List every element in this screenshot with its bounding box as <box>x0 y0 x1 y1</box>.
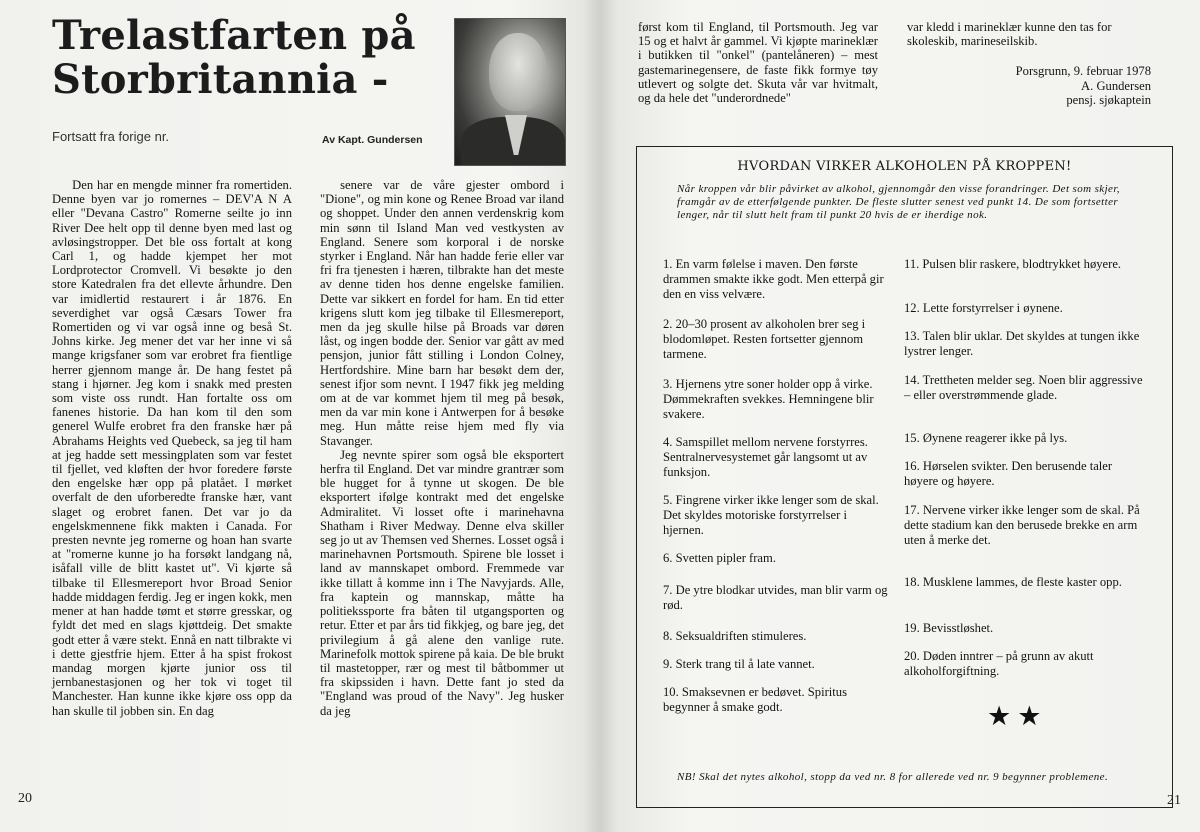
effect-item-5: 5. Fingrene virker ikke lenger som de skal. Det skyldes motoriske forstyrrelser i hjernen. <box>663 493 879 537</box>
article-column-3 <box>638 20 878 105</box>
article-column-2 <box>320 178 564 718</box>
effect-item-19: 19. Bevisstløshet. <box>904 621 994 635</box>
article-column-1 <box>52 178 292 718</box>
column-3-paragraph: først kom til England, til Portsmouth. Jeg var 15 og et halvt år gammel. Vi kjøpte marineklær i butikken til "onkel" (pantelåneren) – mest gastemarinegensere, de faste fikk formye tøy utlevert og solgte det. Skuta vår var hvitmalt, og da hele det "underordnede" <box>638 20 878 106</box>
article-signoff <box>907 20 1151 107</box>
effect-item-8: 8. Seksualdriften stimuleres. <box>663 629 807 643</box>
title-line-2: Storbritannia - <box>52 56 389 103</box>
effect-item-14: 14. Trettheten melder seg. Noen blir aggressive – eller overstrømmende glade. <box>904 373 1143 402</box>
right-page <box>600 0 1200 832</box>
effect-item-4: 4. Samspillet mellom nervene forstyrres. Sentralnervesystemet går langsomt ut av funksjon. <box>663 435 868 479</box>
effect-item-17: 17. Nervene virker ikke lenger som de skal. På dette stadium kan den berusede brekke en arm uten å merke det. <box>904 503 1140 547</box>
alcohol-info-box <box>636 146 1173 808</box>
effect-item-3: 3. Hjernens ytre soner holder opp å virke. Dømmekraften svekkes. Hemningene blir svakere. <box>663 377 874 421</box>
column-1-paragraph: Den har en mengde minner fra romertiden. Denne byen var jo romernes – DEV'A N A eller "Devana Castro" Romerne seilte jo inn River Dee helt opp til denne byen med last og avløsingstropper. Det ble oss fortalt at kong Carl 1, og hadde kjempet her mot Lordprotector Cromvell. Vi besøkte jo den store Katedralen fra det ellevte århundre. Den var imidlertid restaurert i år 1876. En severdighet var også Cæsars Tower fra Romertiden og vi var også inne og beså St. Johns kirke. Jeg mener det var her inne vi så mange krigsfaner som var erobret fra fientlige herrer gjennom mange år. De hang festet på stang i hjørner. Jeg kom i snakk med presten som viste oss rundt. Han fortalte oss om fanenes historie. Da han kom til den som generel Wulfe erobret fra den franske hær på Abrahams Heights ved Quebeck, sa jeg til ham at jeg hadde sett messingplaten som var festet til fjellet, ved kløften der hvor foredere første den engelske hær opp på platået. I mørket overfalt de den uforberedte franske hær, vant slaget og erobret fanen. Det var jo da engelskmennene fikk makten i Canada. For presten nevnte jeg romerne og hoan han svarte at "romerne kunne jo ha forsøkt landgang nå, isåfall ville de blitt kastet ut". Vi kjørte så tilbake til Ellesmereport hvor Broad Senior hadde middagen ferdig. Jeg er ingen kokk, men mener at han hadde tømt et større gresskar, og fyldt det med en slags kjøttdeig. Det smakte godt etter å være stekt. Ennå en natt tilbrakte vi i dette gjestfrie hjem. Etter å ha spist frokost mandag morgen kjørte junior oss til jernbanestasjonen og her tok vi toget til Manchester. Han kunne ikke kjøre oss opp da han skulle til jobben sin. En dag <box>52 178 292 718</box>
column-2-paragraph-2: Jeg nevnte spirer som også ble eksportert herfra til England. Det var mindre grantrær som ble hugget for å tynne ut skogen. De ble eksportert ifølge kontrakt med det engelske Admiralitet. Vi losset ofte i marinehavna Shatham i River Medway. Denne elva skiller seg jo ut av Themsen ved Shernes. Losset også i marinehavnen Portsmouth. Spirene ble losset i land av mannskapet ombord. Fremmede var ikke tillatt å komme inn i The Navyjards. Alle, fra kaptein og mannskap, måtte ha politiekssporte fra båten til utgangsporten og retur. Etter et par års tid fikkjeg, og bare jeg, det privilegium å gå alene den vanlige rute. Marinefolk mottok spirene på kaia. De ble brukt til mastetopper, rær og mest til båtbommer ut fra skipssiden i havn. Dette fant jo sted da "England was proud of the Navy". Jeg husker da jeg <box>320 447 564 718</box>
signature-title: pensj. sjøkaptein <box>1066 92 1151 107</box>
signature-name: A. Gundersen <box>1081 78 1151 93</box>
effect-item-1: 1. En varm følelse i maven. Den første drammen smakte ikke godt. Men etterpå gir den en viss velvære. <box>663 257 884 301</box>
place-date: Porsgrunn, 9. februar 1978 <box>1015 64 1151 79</box>
author-portrait-photo <box>454 18 566 166</box>
page-number-right: 21 <box>1167 793 1181 808</box>
box-title: HVORDAN VIRKER ALKOHOLEN PÅ KROPPEN! <box>737 159 1072 174</box>
effect-item-13: 13. Talen blir uklar. Det skyldes at tungen ikke lystrer lenger. <box>904 329 1140 358</box>
continuation-text: var kledd i marineklær kunne den tas for skoleskib, marineseilskib. <box>907 20 1112 49</box>
two-stars-icon: ★★ <box>987 701 1048 731</box>
continued-note: Fortsatt fra forige nr. <box>52 129 170 144</box>
portrait-head-shape <box>489 33 547 111</box>
effect-item-16: 16. Hørselen svikter. Den berusende taler høyere og høyere. <box>904 459 1113 488</box>
effect-item-20: 20. Døden inntrer – på grunn av akutt alkoholforgiftning. <box>904 649 1094 678</box>
byline: Av Kapt. Gundersen <box>322 134 423 146</box>
box-intro: Når kroppen vår blir påvirket av alkohol, gjennomgår den visse forandringer. Det som skjer, framgår av de etterfølgende punkter. De fleste slutter senest ved punkt 14. De som fortsetter lenger, når til slutt helt fram til punkt 20 hvis de er iherdige nok. <box>677 183 1120 221</box>
effect-item-11: 11. Pulsen blir raskere, blodtrykket høyere. <box>904 257 1122 271</box>
article-title <box>52 14 442 102</box>
page-number-left: 20 <box>18 791 32 806</box>
effect-item-18: 18. Musklene lammes, de fleste kaster opp. <box>904 575 1122 589</box>
title-line-1: Trelastfarten på <box>52 12 416 59</box>
box-footnote: NB! Skal det nytes alkohol, stopp da ved nr. 8 for allerede ved nr. 9 begynner problemene. <box>677 771 1109 783</box>
effect-item-6: 6. Svetten pipler fram. <box>663 551 776 565</box>
effect-item-10: 10. Smaksevnen er bedøvet. Spiritus begynner å smake godt. <box>663 685 847 714</box>
column-2-paragraph-1: senere var de våre gjester ombord i "Dione", og min kone og Renee Broad var iland og shoppet. Under den annen verdenskrig kom min sønn til Island Man ved vestkysten av England. Senere som korporal i de norske styrker i England. Når han hadde ferie eller var fri fra tjenesten i hæren, tilbrakte han det meste av denne tiden hos denne engelske familien. Dette var sikkert en fordel for ham. En tid etter krigens slutt kom jeg tilbake til Ellesmereport, men da jeg skulle hilse på Broads var døren låst, og ingen bodde der. Senior var gått av med pensjon, junior fått stilling i London Colney, Hertfordshire. Mine barn har besøkt dem der, senest ifjor som nevnt. I 1947 fikk jeg melding om at de var kommet hjem til meg på besøk, men da var min kone i Antwerpen for å besøke meg. Hun måtte reise hjem med fly via Stavanger. <box>320 178 564 448</box>
effect-item-9: 9. Sterk trang til å late vannet. <box>663 657 815 671</box>
effect-item-15: 15. Øynene reagerer ikke på lys. <box>904 431 1068 445</box>
effect-item-12: 12. Lette forstyrrelser i øynene. <box>904 301 1063 315</box>
effect-item-7: 7. De ytre blodkar utvides, man blir varm og rød. <box>663 583 888 612</box>
effect-item-2: 2. 20–30 prosent av alkoholen brer seg i blodomløpet. Resten fortsetter gjennom tarmene. <box>663 317 866 361</box>
